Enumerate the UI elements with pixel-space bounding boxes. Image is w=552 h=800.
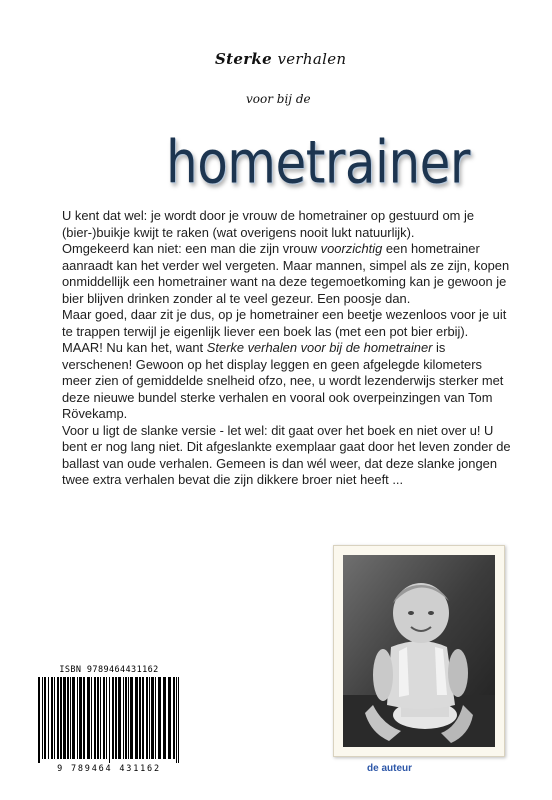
photo-caption: de auteur	[367, 763, 413, 774]
blurb-text	[62, 208, 512, 489]
blurb-text-run: Omgekeerd kan niet: een man die zijn vrouw	[62, 241, 321, 256]
subtitle-line-2: voor bij de	[246, 92, 311, 106]
subtitle-bold: Sterke	[215, 50, 272, 68]
isbn-barcode	[34, 665, 184, 777]
blurb-paragraph-3	[62, 307, 512, 423]
subtitle-line-1	[215, 50, 346, 68]
blurb-emphasis: voorzichtig	[320, 241, 383, 256]
blurb-paragraph-1: U kent dat wel: je wordt door je vrouw de hometrainer op gestuurd om je (bier-)buikje kwijt te raken (wat overigens nooit lukt natuurlijk).	[62, 208, 474, 240]
subtitle-light: verhalen	[277, 50, 347, 68]
book-title: hometrainer	[166, 128, 470, 197]
blurb-text-run: een hometrainer aanraadt kan het verder wel vergeten. Maar mannen, simpel als ze zijn, kopen onmiddellijk een hometrainer want na deze tegemoetkoming kan je gewoon je bier blijven drinken zonder al te veel gezeur. Een poosje dan.	[62, 241, 510, 306]
blurb-paragraph-2	[62, 241, 512, 307]
isbn-label: ISBN 9789464431162	[59, 665, 159, 675]
barcode-bars	[36, 677, 182, 763]
blurb-text-run: is verschenen! Gewoon op het display leggen en geen afgelegde kilometers meer zien of gemiddelde snelheid ofzo, nee, u wordt lezenderwijs sterker met deze nieuwe bundel sterke verhalen en vooral ook overpeinzingen van Tom Rövekamp.	[62, 340, 504, 421]
blurb-text-run: Maar goed, daar zit je dus, op je hometrainer een beetje wezenloos voor je uit te trappen terwijl je eigenlijk liever een boek las (met een pot bier erbij). MAAR! Nu kan het, want	[62, 307, 507, 355]
author-photo-image	[343, 555, 495, 747]
blurb-paragraph-4: Voor u ligt de slanke versie - let wel: dit gaat over het boek en niet over u! U bent er nog lang niet. Dit afgeslankte exemplaar gaat door het leven zonder de ballast van oude verhalen. Gemeen is dan wél weer, dat deze slanke jongen twee extra verhalen bevat die zijn dikkere broer niet heeft ...	[62, 422, 511, 487]
ean-digits: 9 789464 431162	[57, 764, 161, 774]
author-photo	[333, 545, 505, 757]
blurb-emphasis: Sterke verhalen voor bij de hometrainer	[206, 340, 433, 355]
